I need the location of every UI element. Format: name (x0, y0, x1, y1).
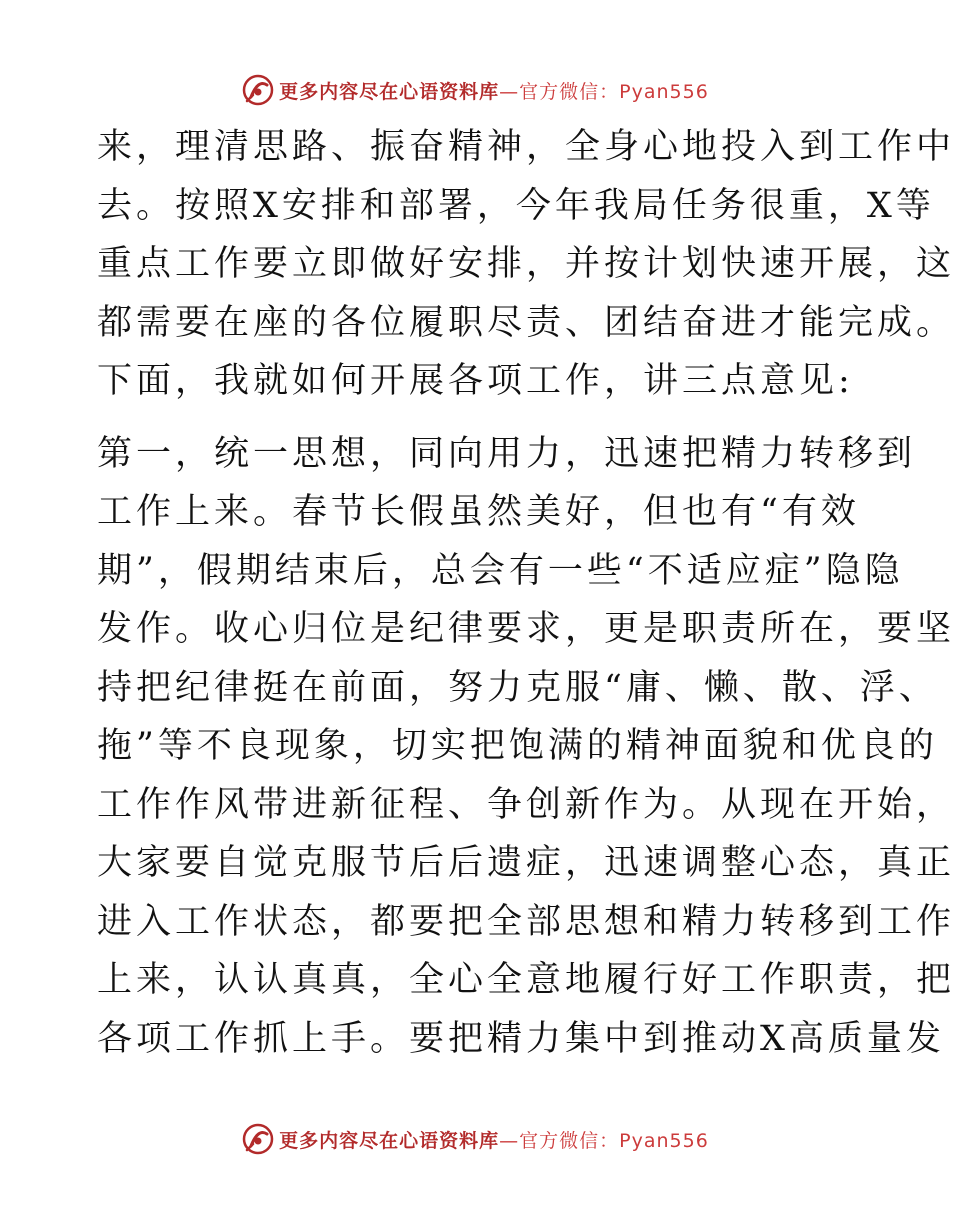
paragraph-1 (97, 118, 955, 411)
footer-watermark (0, 1119, 950, 1159)
text-line: 重点工作要立即做好安排，并按计划快速开展，这 (97, 244, 955, 284)
text-line: 持把纪律挺在前面，努力克服“庸、懒、散、浮、 (97, 667, 938, 708)
document-body (97, 118, 955, 1068)
text-line: 来，理清思路、振奋精神，全身心地投入到工作中 (97, 127, 955, 167)
text-line: 上来，认认真真，全心全意地履行好工作职责，把 (97, 960, 955, 1000)
brand-logo-icon (241, 1122, 275, 1156)
brand-logo-icon (241, 73, 275, 107)
text-line: 期”，假期结束后，总会有一些“不适应症”隐隐 (97, 550, 904, 591)
text-line: 工作上来。春节长假虽然美好，但也有“有效 (97, 492, 860, 532)
paragraph-spacer (97, 411, 857, 425)
text-line: 都需要在座的各位履职尽责、团结奋进才能完成。 (97, 302, 955, 343)
text-line: 各项工作抓上手。要把精力集中到推动X高质量发 (97, 1018, 945, 1059)
text-line: 去。按照X安排和部署，今年我局任务很重，X等 (97, 185, 935, 226)
header-watermark (0, 70, 950, 110)
footer-wechat-text: —官方微信：Pyan556 (499, 1129, 709, 1152)
text-line: 第一，统一思想，同向用力，迅速把精力转移到 (97, 433, 917, 474)
text-line: 拖”等不良现象，切实把饱满的精神面貌和优良的 (97, 726, 938, 766)
text-line: 工作作风带进新征程、争创新作为。从现在开始， (97, 784, 955, 825)
text-line: 发作。收心归位是纪律要求，更是职责所在，要坚 (97, 609, 955, 649)
paragraph-2 (97, 425, 955, 1069)
text-line: 大家要自觉克服节后后遗症，迅速调整心态，真正 (97, 843, 955, 883)
footer-site-text: 更多内容尽在心语资料库 (279, 1129, 500, 1152)
header-site-text: 更多内容尽在心语资料库 (279, 80, 500, 103)
text-line: 进入工作状态，都要把全部思想和精力转移到工作 (97, 901, 955, 942)
text-line: 下面，我就如何开展各项工作，讲三点意见: (97, 361, 854, 401)
header-wechat-text: —官方微信：Pyan556 (499, 80, 709, 103)
